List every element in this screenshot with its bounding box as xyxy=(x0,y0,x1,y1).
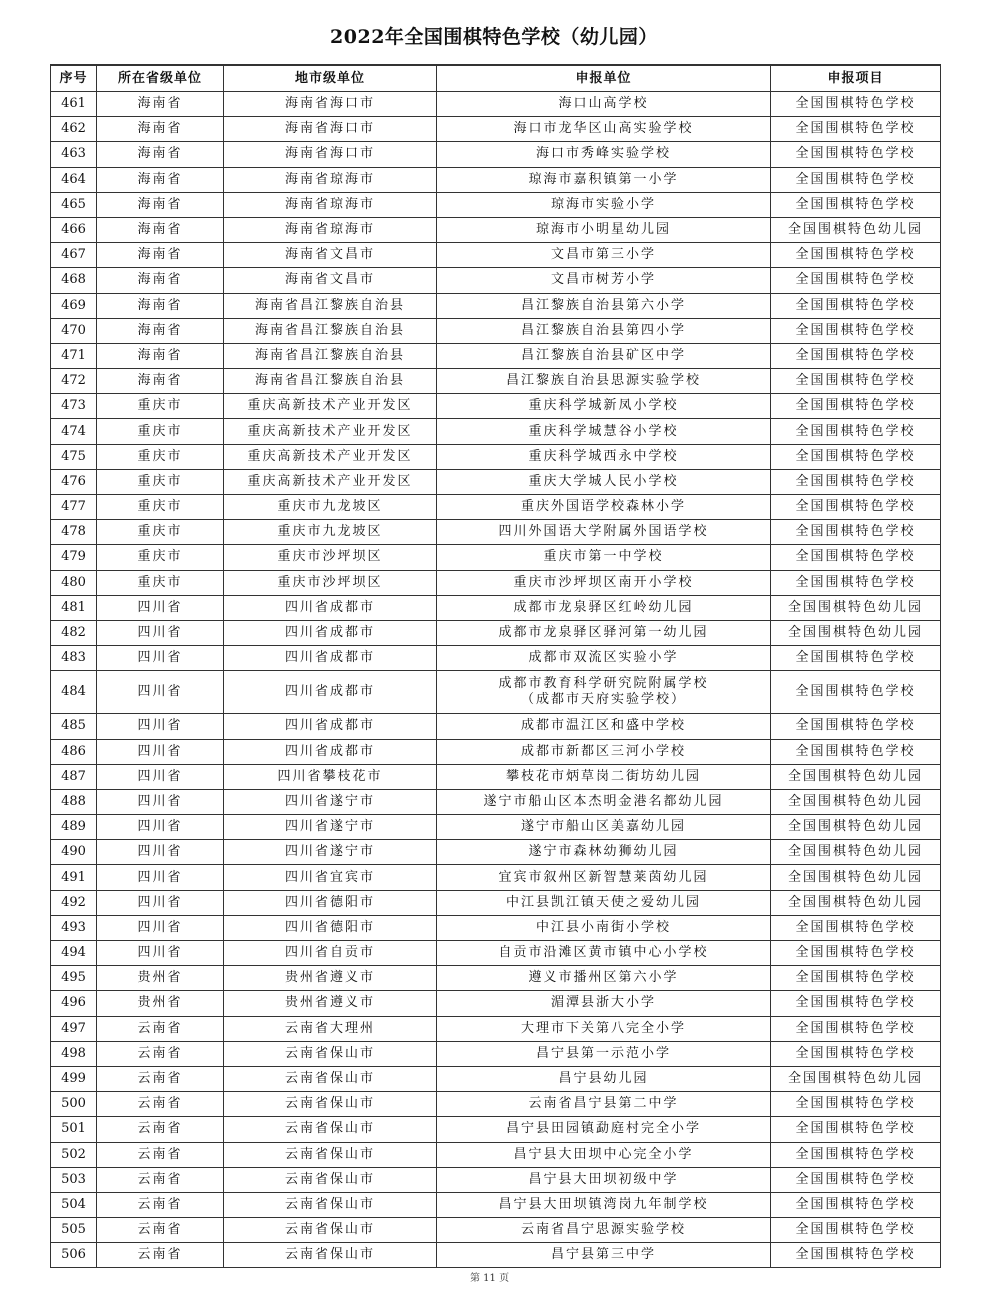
cell-province: 四川省 xyxy=(97,865,224,890)
cell-index: 499 xyxy=(51,1066,97,1091)
cell-index: 496 xyxy=(51,991,97,1016)
cell-unit: 遂宁市森林幼狮幼儿园 xyxy=(437,840,771,865)
cell-index: 501 xyxy=(51,1117,97,1142)
cell-province: 海南省 xyxy=(97,217,224,242)
cell-unit: 宜宾市叙州区新智慧莱茵幼儿园 xyxy=(437,865,771,890)
cell-unit: 昌宁县田园镇勐庭村完全小学 xyxy=(437,1117,771,1142)
table-row xyxy=(51,243,941,268)
document-title: 2022年全国围棋特色学校（幼儿园） xyxy=(330,26,658,48)
cell-index: 497 xyxy=(51,1016,97,1041)
cell-unit: 海口市秀峰实验学校 xyxy=(437,142,771,167)
cell-index: 495 xyxy=(51,966,97,991)
cell-province: 四川省 xyxy=(97,915,224,940)
cell-city: 海南省海口市 xyxy=(224,117,437,142)
cell-project: 全国围棋特色学校 xyxy=(771,495,941,520)
header-index: 序号 xyxy=(51,65,97,92)
cell-unit: 重庆科学城西永中学校 xyxy=(437,444,771,469)
cell-project: 全国围棋特色学校 xyxy=(771,293,941,318)
cell-city: 云南省保山市 xyxy=(224,1142,437,1167)
cell-unit: 重庆市第一中学校 xyxy=(437,545,771,570)
cell-unit: 琼海市嘉积镇第一小学 xyxy=(437,167,771,192)
cell-province: 云南省 xyxy=(97,1192,224,1217)
cell-city: 重庆市九龙坡区 xyxy=(224,495,437,520)
cell-index: 472 xyxy=(51,369,97,394)
cell-project: 全国围棋特色幼儿园 xyxy=(771,789,941,814)
cell-index: 467 xyxy=(51,243,97,268)
cell-index: 474 xyxy=(51,419,97,444)
cell-province: 四川省 xyxy=(97,941,224,966)
cell-index: 486 xyxy=(51,739,97,764)
cell-city: 云南省保山市 xyxy=(224,1041,437,1066)
cell-province: 云南省 xyxy=(97,1092,224,1117)
table-row xyxy=(51,1066,941,1091)
table-row xyxy=(51,369,941,394)
cell-unit: 琼海市小明星幼儿园 xyxy=(437,217,771,242)
cell-project: 全国围棋特色学校 xyxy=(771,1218,941,1243)
cell-project: 全国围棋特色学校 xyxy=(771,318,941,343)
cell-province: 重庆市 xyxy=(97,570,224,595)
table-row xyxy=(51,1142,941,1167)
cell-index: 470 xyxy=(51,318,97,343)
cell-index: 464 xyxy=(51,167,97,192)
table-row xyxy=(51,217,941,242)
cell-unit: 遂宁市船山区本杰明金港名都幼儿园 xyxy=(437,789,771,814)
table-row xyxy=(51,840,941,865)
cell-city: 云南省大理州 xyxy=(224,1016,437,1041)
cell-province: 四川省 xyxy=(97,595,224,620)
cell-city: 重庆市沙坪坝区 xyxy=(224,570,437,595)
cell-index: 471 xyxy=(51,343,97,368)
cell-province: 海南省 xyxy=(97,268,224,293)
table-row xyxy=(51,764,941,789)
cell-unit: 中江县小南街小学校 xyxy=(437,915,771,940)
cell-unit: 重庆外国语学校森林小学 xyxy=(437,495,771,520)
cell-province: 四川省 xyxy=(97,739,224,764)
cell-city: 重庆市沙坪坝区 xyxy=(224,545,437,570)
cell-city: 云南省保山市 xyxy=(224,1117,437,1142)
cell-project: 全国围棋特色学校 xyxy=(771,739,941,764)
table-row xyxy=(51,192,941,217)
cell-province: 四川省 xyxy=(97,620,224,645)
cell-city: 四川省成都市 xyxy=(224,671,437,714)
cell-project: 全国围棋特色学校 xyxy=(771,966,941,991)
table-row xyxy=(51,469,941,494)
table-body xyxy=(51,92,941,1268)
cell-unit: 昌江黎族自治县第四小学 xyxy=(437,318,771,343)
cell-index: 482 xyxy=(51,620,97,645)
cell-index: 478 xyxy=(51,520,97,545)
cell-project: 全国围棋特色幼儿园 xyxy=(771,840,941,865)
page-number: 第 11 页 xyxy=(470,1273,510,1284)
table-row xyxy=(51,419,941,444)
cell-project: 全国围棋特色学校 xyxy=(771,369,941,394)
cell-project: 全国围棋特色学校 xyxy=(771,1117,941,1142)
cell-city: 贵州省遵义市 xyxy=(224,966,437,991)
cell-unit: 云南省昌宁思源实验学校 xyxy=(437,1218,771,1243)
cell-project: 全国围棋特色学校 xyxy=(771,1092,941,1117)
table-row xyxy=(51,671,941,714)
cell-index: 461 xyxy=(51,92,97,117)
cell-unit: 四川外国语大学附属外国语学校 xyxy=(437,520,771,545)
cell-project: 全国围棋特色幼儿园 xyxy=(771,620,941,645)
cell-unit: 昌宁县大田坝中心完全小学 xyxy=(437,1142,771,1167)
cell-city: 四川省成都市 xyxy=(224,620,437,645)
cell-unit: 重庆大学城人民小学校 xyxy=(437,469,771,494)
cell-project: 全国围棋特色学校 xyxy=(771,1192,941,1217)
cell-city: 重庆高新技术产业开发区 xyxy=(224,394,437,419)
cell-index: 463 xyxy=(51,142,97,167)
cell-city: 重庆高新技术产业开发区 xyxy=(224,469,437,494)
cell-project: 全国围棋特色幼儿园 xyxy=(771,890,941,915)
table-row xyxy=(51,1117,941,1142)
cell-project: 全国围棋特色学校 xyxy=(771,117,941,142)
cell-province: 云南省 xyxy=(97,1117,224,1142)
cell-province: 云南省 xyxy=(97,1066,224,1091)
cell-index: 484 xyxy=(51,671,97,714)
cell-city: 四川省遂宁市 xyxy=(224,815,437,840)
cell-city: 四川省德阳市 xyxy=(224,915,437,940)
cell-project: 全国围棋特色学校 xyxy=(771,646,941,671)
cell-city: 四川省成都市 xyxy=(224,714,437,739)
cell-province: 重庆市 xyxy=(97,545,224,570)
cell-index: 469 xyxy=(51,293,97,318)
cell-unit: 成都市龙泉驿区红岭幼儿园 xyxy=(437,595,771,620)
table-header-row xyxy=(51,65,941,92)
cell-city: 四川省遂宁市 xyxy=(224,840,437,865)
cell-province: 云南省 xyxy=(97,1142,224,1167)
cell-unit: 大理市下关第八完全小学 xyxy=(437,1016,771,1041)
table-row xyxy=(51,1092,941,1117)
cell-unit: 昌宁县大田坝镇湾岗九年制学校 xyxy=(437,1192,771,1217)
cell-city: 海南省文昌市 xyxy=(224,243,437,268)
cell-city: 海南省文昌市 xyxy=(224,268,437,293)
cell-index: 465 xyxy=(51,192,97,217)
cell-project: 全国围棋特色学校 xyxy=(771,991,941,1016)
cell-project: 全国围棋特色幼儿园 xyxy=(771,595,941,620)
cell-province: 海南省 xyxy=(97,192,224,217)
cell-index: 487 xyxy=(51,764,97,789)
cell-unit: 琼海市实验小学 xyxy=(437,192,771,217)
cell-index: 481 xyxy=(51,595,97,620)
cell-province: 海南省 xyxy=(97,92,224,117)
cell-city: 海南省昌江黎族自治县 xyxy=(224,369,437,394)
table-row xyxy=(51,92,941,117)
cell-unit: 昌宁县第一示范小学 xyxy=(437,1041,771,1066)
cell-province: 海南省 xyxy=(97,142,224,167)
cell-province: 重庆市 xyxy=(97,469,224,494)
table-row xyxy=(51,268,941,293)
cell-unit: 中江县凯江镇天使之爱幼儿园 xyxy=(437,890,771,915)
cell-project: 全国围棋特色学校 xyxy=(771,545,941,570)
header-unit: 申报单位 xyxy=(437,65,771,92)
cell-index: 462 xyxy=(51,117,97,142)
cell-province: 重庆市 xyxy=(97,495,224,520)
cell-project: 全国围棋特色学校 xyxy=(771,142,941,167)
table-row xyxy=(51,394,941,419)
cell-unit: 遂宁市船山区美嘉幼儿园 xyxy=(437,815,771,840)
cell-province: 四川省 xyxy=(97,714,224,739)
cell-unit: 文昌市树芳小学 xyxy=(437,268,771,293)
cell-city: 海南省昌江黎族自治县 xyxy=(224,318,437,343)
cell-index: 485 xyxy=(51,714,97,739)
table-row xyxy=(51,117,941,142)
cell-city: 重庆市九龙坡区 xyxy=(224,520,437,545)
cell-index: 475 xyxy=(51,444,97,469)
cell-index: 491 xyxy=(51,865,97,890)
cell-project: 全国围棋特色学校 xyxy=(771,1167,941,1192)
table-row xyxy=(51,1192,941,1217)
table-row xyxy=(51,1041,941,1066)
table-row xyxy=(51,714,941,739)
cell-project: 全国围棋特色学校 xyxy=(771,92,941,117)
cell-city: 海南省琼海市 xyxy=(224,167,437,192)
cell-project: 全国围棋特色学校 xyxy=(771,520,941,545)
cell-unit: 昌宁县幼儿园 xyxy=(437,1066,771,1091)
table-row xyxy=(51,815,941,840)
cell-index: 479 xyxy=(51,545,97,570)
cell-project: 全国围棋特色学校 xyxy=(771,915,941,940)
cell-city: 四川省成都市 xyxy=(224,739,437,764)
cell-index: 503 xyxy=(51,1167,97,1192)
table-row xyxy=(51,293,941,318)
cell-province: 四川省 xyxy=(97,890,224,915)
table-row xyxy=(51,865,941,890)
cell-unit: 昌江黎族自治县第六小学 xyxy=(437,293,771,318)
cell-city: 云南省保山市 xyxy=(224,1092,437,1117)
table-row xyxy=(51,991,941,1016)
cell-province: 海南省 xyxy=(97,243,224,268)
cell-unit: 重庆科学城慧谷小学校 xyxy=(437,419,771,444)
cell-index: 483 xyxy=(51,646,97,671)
cell-unit: 昌宁县大田坝初级中学 xyxy=(437,1167,771,1192)
cell-unit: 昌江黎族自治县思源实验学校 xyxy=(437,369,771,394)
cell-province: 云南省 xyxy=(97,1167,224,1192)
header-city: 地市级单位 xyxy=(224,65,437,92)
cell-index: 473 xyxy=(51,394,97,419)
cell-province: 海南省 xyxy=(97,343,224,368)
table-row xyxy=(51,1016,941,1041)
cell-project: 全国围棋特色学校 xyxy=(771,343,941,368)
cell-unit: 遵义市播州区第六小学 xyxy=(437,966,771,991)
cell-province: 重庆市 xyxy=(97,444,224,469)
table-row xyxy=(51,495,941,520)
cell-index: 490 xyxy=(51,840,97,865)
cell-city: 四川省自贡市 xyxy=(224,941,437,966)
cell-project: 全国围棋特色学校 xyxy=(771,941,941,966)
table-row xyxy=(51,941,941,966)
cell-project: 全国围棋特色学校 xyxy=(771,1041,941,1066)
table-row xyxy=(51,545,941,570)
table-row xyxy=(51,890,941,915)
cell-city: 四川省宜宾市 xyxy=(224,865,437,890)
cell-unit: 成都市新都区三河小学校 xyxy=(437,739,771,764)
cell-city: 四川省德阳市 xyxy=(224,890,437,915)
cell-city: 四川省攀枝花市 xyxy=(224,764,437,789)
cell-index: 466 xyxy=(51,217,97,242)
cell-project: 全国围棋特色学校 xyxy=(771,192,941,217)
cell-province: 四川省 xyxy=(97,789,224,814)
cell-province: 四川省 xyxy=(97,815,224,840)
cell-province: 重庆市 xyxy=(97,419,224,444)
cell-province: 云南省 xyxy=(97,1041,224,1066)
cell-project: 全国围棋特色学校 xyxy=(771,243,941,268)
cell-province: 海南省 xyxy=(97,369,224,394)
table-row xyxy=(51,1243,941,1268)
cell-city: 云南省保山市 xyxy=(224,1192,437,1217)
cell-unit: 成都市温江区和盛中学校 xyxy=(437,714,771,739)
cell-index: 477 xyxy=(51,495,97,520)
cell-province: 海南省 xyxy=(97,167,224,192)
cell-project: 全国围棋特色学校 xyxy=(771,167,941,192)
cell-province: 海南省 xyxy=(97,117,224,142)
cell-city: 四川省成都市 xyxy=(224,595,437,620)
cell-province: 四川省 xyxy=(97,764,224,789)
cell-province: 重庆市 xyxy=(97,520,224,545)
cell-province: 海南省 xyxy=(97,293,224,318)
cell-index: 504 xyxy=(51,1192,97,1217)
cell-project: 全国围棋特色学校 xyxy=(771,444,941,469)
cell-unit: 海口山高学校 xyxy=(437,92,771,117)
cell-unit: 重庆科学城新凤小学校 xyxy=(437,394,771,419)
header-project: 申报项目 xyxy=(771,65,941,92)
cell-project: 全国围棋特色学校 xyxy=(771,268,941,293)
cell-unit: 昌江黎族自治县矿区中学 xyxy=(437,343,771,368)
table-row xyxy=(51,966,941,991)
cell-city: 云南省保山市 xyxy=(224,1243,437,1268)
cell-index: 505 xyxy=(51,1218,97,1243)
cell-index: 506 xyxy=(51,1243,97,1268)
cell-project: 全国围棋特色学校 xyxy=(771,714,941,739)
cell-unit: 海口市龙华区山高实验学校 xyxy=(437,117,771,142)
cell-province: 海南省 xyxy=(97,318,224,343)
cell-province: 重庆市 xyxy=(97,394,224,419)
cell-index: 492 xyxy=(51,890,97,915)
cell-index: 488 xyxy=(51,789,97,814)
cell-unit: 湄潭县浙大小学 xyxy=(437,991,771,1016)
cell-city: 重庆高新技术产业开发区 xyxy=(224,444,437,469)
cell-project: 全国围棋特色学校 xyxy=(771,570,941,595)
cell-unit: 云南省昌宁县第二中学 xyxy=(437,1092,771,1117)
cell-index: 489 xyxy=(51,815,97,840)
cell-city: 四川省成都市 xyxy=(224,646,437,671)
cell-project: 全国围棋特色幼儿园 xyxy=(771,865,941,890)
cell-index: 480 xyxy=(51,570,97,595)
cell-unit: 自贡市沿滩区黄市镇中心小学校 xyxy=(437,941,771,966)
cell-project: 全国围棋特色学校 xyxy=(771,671,941,714)
table-row xyxy=(51,444,941,469)
cell-project: 全国围棋特色学校 xyxy=(771,1016,941,1041)
header-province: 所在省级单位 xyxy=(97,65,224,92)
cell-project: 全国围棋特色幼儿园 xyxy=(771,217,941,242)
cell-unit: 重庆市沙坪坝区南开小学校 xyxy=(437,570,771,595)
table-row xyxy=(51,1167,941,1192)
table-row xyxy=(51,646,941,671)
cell-project: 全国围棋特色学校 xyxy=(771,394,941,419)
cell-project: 全国围棋特色幼儿园 xyxy=(771,1066,941,1091)
cell-project: 全国围棋特色学校 xyxy=(771,469,941,494)
cell-project: 全国围棋特色学校 xyxy=(771,419,941,444)
cell-province: 云南省 xyxy=(97,1218,224,1243)
cell-city: 云南省保山市 xyxy=(224,1167,437,1192)
cell-city: 云南省保山市 xyxy=(224,1218,437,1243)
cell-unit: 昌宁县第三中学 xyxy=(437,1243,771,1268)
cell-city: 云南省保山市 xyxy=(224,1066,437,1091)
table-row xyxy=(51,739,941,764)
table-row xyxy=(51,167,941,192)
cell-index: 476 xyxy=(51,469,97,494)
cell-index: 493 xyxy=(51,915,97,940)
cell-index: 468 xyxy=(51,268,97,293)
table-row xyxy=(51,142,941,167)
cell-city: 贵州省遵义市 xyxy=(224,991,437,1016)
cell-unit: 攀枝花市炳草岗二街坊幼儿园 xyxy=(437,764,771,789)
cell-unit: 成都市龙泉驿区驿河第一幼儿园 xyxy=(437,620,771,645)
cell-unit: 成都市教育科学研究院附属学校 （成都市天府实验学校） xyxy=(437,671,771,714)
table-row xyxy=(51,318,941,343)
cell-project: 全国围棋特色学校 xyxy=(771,1142,941,1167)
cell-province: 四川省 xyxy=(97,646,224,671)
cell-province: 贵州省 xyxy=(97,966,224,991)
cell-province: 贵州省 xyxy=(97,991,224,1016)
cell-index: 494 xyxy=(51,941,97,966)
cell-project: 全国围棋特色幼儿园 xyxy=(771,764,941,789)
table-row xyxy=(51,520,941,545)
cell-city: 海南省琼海市 xyxy=(224,217,437,242)
cell-province: 云南省 xyxy=(97,1016,224,1041)
cell-city: 海南省海口市 xyxy=(224,142,437,167)
cell-project: 全国围棋特色幼儿园 xyxy=(771,815,941,840)
table-row xyxy=(51,620,941,645)
cell-unit: 文昌市第三小学 xyxy=(437,243,771,268)
table-row xyxy=(51,595,941,620)
cell-project: 全国围棋特色学校 xyxy=(771,1243,941,1268)
cell-index: 500 xyxy=(51,1092,97,1117)
cell-city: 海南省海口市 xyxy=(224,92,437,117)
cell-province: 云南省 xyxy=(97,1243,224,1268)
cell-index: 502 xyxy=(51,1142,97,1167)
cell-province: 四川省 xyxy=(97,840,224,865)
cell-province: 四川省 xyxy=(97,671,224,714)
table-row xyxy=(51,789,941,814)
cell-city: 海南省昌江黎族自治县 xyxy=(224,293,437,318)
table-row xyxy=(51,1218,941,1243)
table-row xyxy=(51,915,941,940)
cell-city: 海南省琼海市 xyxy=(224,192,437,217)
table-row xyxy=(51,343,941,368)
table-row xyxy=(51,570,941,595)
cell-city: 海南省昌江黎族自治县 xyxy=(224,343,437,368)
schools-table xyxy=(50,64,941,1268)
cell-index: 498 xyxy=(51,1041,97,1066)
cell-city: 四川省遂宁市 xyxy=(224,789,437,814)
cell-city: 重庆高新技术产业开发区 xyxy=(224,419,437,444)
cell-unit: 成都市双流区实验小学 xyxy=(437,646,771,671)
